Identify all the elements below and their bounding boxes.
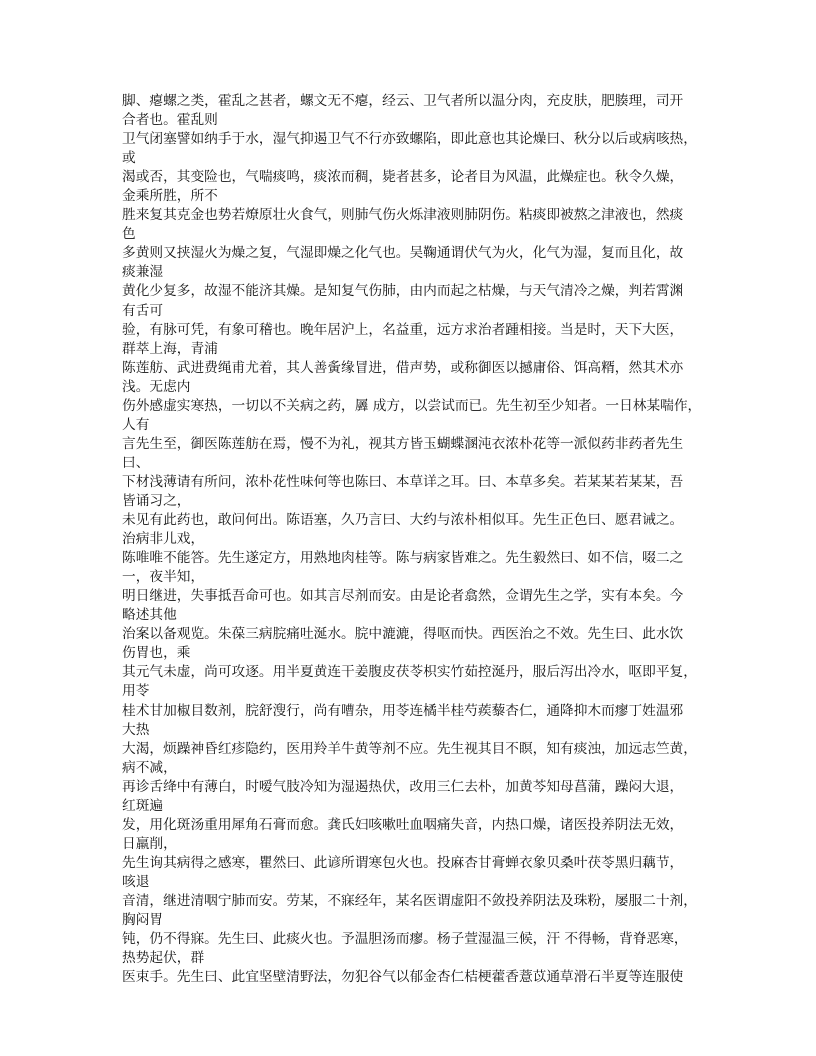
text-line — [122, 206, 702, 225]
text-line — [122, 854, 702, 873]
text-line-content: 人有 — [122, 416, 150, 433]
text-line — [122, 225, 702, 244]
text-line-content: 有舌可 — [122, 302, 164, 319]
text-line-content: 群萃上海，青浦 — [122, 340, 218, 357]
text-line — [122, 530, 702, 549]
text-line — [122, 663, 702, 682]
document-body — [122, 92, 702, 987]
text-line — [122, 759, 702, 778]
text-line-content: 大热 — [122, 721, 150, 738]
text-line — [122, 911, 702, 930]
text-line — [122, 740, 702, 759]
text-line-content: 言先生至，御医陈莲舫在焉，慢不为礼，视其方皆玉蝴蝶溷沌衣浓朴花等一派似药非药者先生 — [122, 435, 684, 452]
text-line-content: 再诊舌绛中有薄白，时嗳气肢冷知为湿遏热伏，改用三仁去朴，加黄芩知母菖蒲，躁闷大退， — [122, 778, 684, 795]
text-line-content: 多黄则又挟湿火为燥之复，气湿即燥之化气也。吴鞠通谓伏气为火，化气为湿，复而且化，故 — [122, 245, 684, 262]
text-line-content: 医束手。先生曰、此宜坚壁清野法，勿犯谷气以郁金杏仁桔梗藿香薏苡通草滑石半夏等连服使 — [122, 969, 684, 986]
text-line — [122, 473, 702, 492]
text-line-content: 桂术甘加椒目数剂，脘舒溲行，尚有嘈杂，用苓连橘半桂芍蒺藜杏仁，通降抑木而瘳丁姓温邪 — [122, 702, 684, 719]
text-line — [122, 816, 702, 835]
text-line — [122, 549, 702, 568]
text-line — [122, 492, 702, 511]
text-line-content: 音清，继进清咽宁肺而安。劳某，不寐经年，某名医谓虚阳不敛投养阴法及珠粉，屡服二十剂， — [122, 892, 697, 909]
text-line — [122, 340, 702, 359]
text-line-content: 脚、瘪螺之类，霍乱之甚者，螺文无不瘪，经云、卫气者所以温分肉，充皮肤，肥腠理，司开 — [122, 93, 684, 109]
text-line — [122, 702, 702, 721]
text-line — [122, 949, 702, 968]
text-line-content: 用苓 — [122, 683, 150, 700]
text-line-content: 钝，仍不得寐。先生曰、此痰火也。予温胆汤而瘳。杨子萱湿温三候，汗 不得畅，背脊恶寒， — [122, 931, 688, 948]
text-line — [122, 682, 702, 701]
text-line-content: 曰、 — [122, 454, 150, 471]
text-line-content: 伤外感虚实寒热，一切以不关病之药，羼 成方，以尝试而已。先生初至少知者。一日林某喘作， — [122, 397, 702, 414]
text-line-content: 色 — [122, 226, 136, 243]
text-line — [122, 587, 702, 606]
text-line-content: 红斑遍 — [122, 797, 164, 814]
text-line-content: 其元气未虚，尚可攻逐。用半夏黄连干姜腹皮茯苓枳实竹茹控涎丹，服后泻出冷水，呕即平复， — [122, 664, 697, 681]
text-line — [122, 435, 702, 454]
text-line — [122, 644, 702, 663]
text-line-content: 一，夜半知， — [122, 569, 205, 586]
text-line-content: 明日继进，失事抵吾命可也。如其言尽剂而安。由是论者翕然，佥谓先生之学，实有本矣。今 — [122, 588, 684, 605]
text-line-content: 合者也。霍乱则 — [122, 112, 218, 129]
text-line — [122, 930, 702, 949]
text-line-content: 渴或否，其变险也，气喘痰鸣，痰浓而稠，毙者甚多，论者目为风温，此燥症也。秋令久燥， — [122, 169, 684, 186]
text-line — [122, 873, 702, 892]
text-line — [122, 721, 702, 740]
text-line — [122, 835, 702, 854]
text-line-content: 陈唯唯不能答。先生遂定方，用熟地肉桂等。陈与病家皆难之。先生毅然曰、如不信，啜二之 — [122, 550, 684, 567]
text-line — [122, 454, 702, 473]
text-line — [122, 968, 702, 987]
text-line-content: 陈莲舫、武进费绳甫尤着，其人善夤缘冒进，借声势，或称御医以撼庸俗、饵高糈，然其术亦 — [122, 359, 684, 376]
text-line-content: 日羸削， — [122, 835, 177, 852]
text-line — [122, 797, 702, 816]
text-line — [122, 302, 702, 321]
text-line — [122, 892, 702, 911]
text-line — [122, 511, 702, 530]
text-line-content: 未见有此药也，敢问何出。陈语塞，久乃言曰、大约与浓朴相似耳。先生正色曰、愿君诫之。 — [122, 512, 684, 529]
text-line-content: 黄化少复多，故湿不能济其燥。是知复气伤肺，由内而起之枯燥，与天气清冷之燥，判若霄渊 — [122, 283, 684, 300]
text-line — [122, 149, 702, 168]
text-line-content: 胜来复其克金也势若燎原壮火食气，则肺气伤火烁津液则肺阴伤。粘痰即被熬之津液也，然痰 — [122, 207, 684, 224]
text-line-content: 胸闷胃 — [122, 912, 164, 929]
text-line-content: 略述其他 — [122, 607, 177, 624]
text-line — [122, 625, 702, 644]
text-line-content: 先生询其病得之感寒，瞿然曰、此谚所谓寒包火也。投麻杏甘膏蝉衣象贝桑叶茯苓黑归藕节， — [122, 854, 684, 871]
text-line-content: 验，有脉可凭，有象可稽也。晚年居沪上，名益重，远方求治者踵相接。当是时，天下大医， — [122, 321, 684, 338]
text-line — [122, 130, 702, 149]
text-line — [122, 263, 702, 282]
text-line — [122, 282, 702, 301]
text-line-content: 病不减， — [122, 759, 177, 776]
text-line-content: 下材浅薄请有所问，浓朴花性味何等也陈曰、本草详之耳。曰、本草多矣。若某某若某某，吾 — [122, 473, 684, 490]
text-line — [122, 778, 702, 797]
text-line — [122, 244, 702, 263]
text-line-content: 或 — [122, 150, 136, 167]
text-line-content: 金乘所胜，所不 — [122, 188, 218, 205]
text-line-content: 治案以备观览。朱葆三病脘痛吐涎水。脘中漉漉，得呕而快。西医治之不效。先生曰、此水饮 — [122, 626, 684, 643]
text-line-content: 伤胃也，乘 — [122, 645, 191, 662]
text-line — [122, 568, 702, 587]
text-line — [122, 321, 702, 340]
text-line — [122, 378, 702, 397]
text-line-content: 卫气闭塞譬如纳手于水，湿气抑遏卫气不行亦致螺陷，即此意也其论燥曰、秋分以后或病咳热， — [122, 131, 697, 148]
text-line — [122, 168, 702, 187]
text-line — [122, 92, 702, 111]
text-line-content: 咳退 — [122, 873, 150, 890]
text-line-content: 皆诵习之， — [122, 492, 191, 509]
text-line-content: 浅。无虑内 — [122, 378, 191, 395]
text-line — [122, 416, 702, 435]
text-line — [122, 397, 702, 416]
text-line-content: 治病非儿戏， — [122, 531, 205, 548]
text-line-content: 热势起伏，群 — [122, 950, 205, 967]
text-line-content: 大渴，烦躁神昏红疹隐约，医用羚羊牛黄等剂不应。先生视其目不瞑，知有痰浊，加远志竺黄， — [122, 740, 697, 757]
text-line — [122, 606, 702, 625]
text-line-content: 痰兼湿 — [122, 264, 164, 281]
text-line — [122, 359, 702, 378]
text-line — [122, 187, 702, 206]
text-line — [122, 111, 702, 130]
text-line-content: 发，用化斑汤重用犀角石膏而愈。龚氏妇咳嗽吐血咽痛失音，内热口燥，诸医投养阴法无效， — [122, 816, 684, 833]
